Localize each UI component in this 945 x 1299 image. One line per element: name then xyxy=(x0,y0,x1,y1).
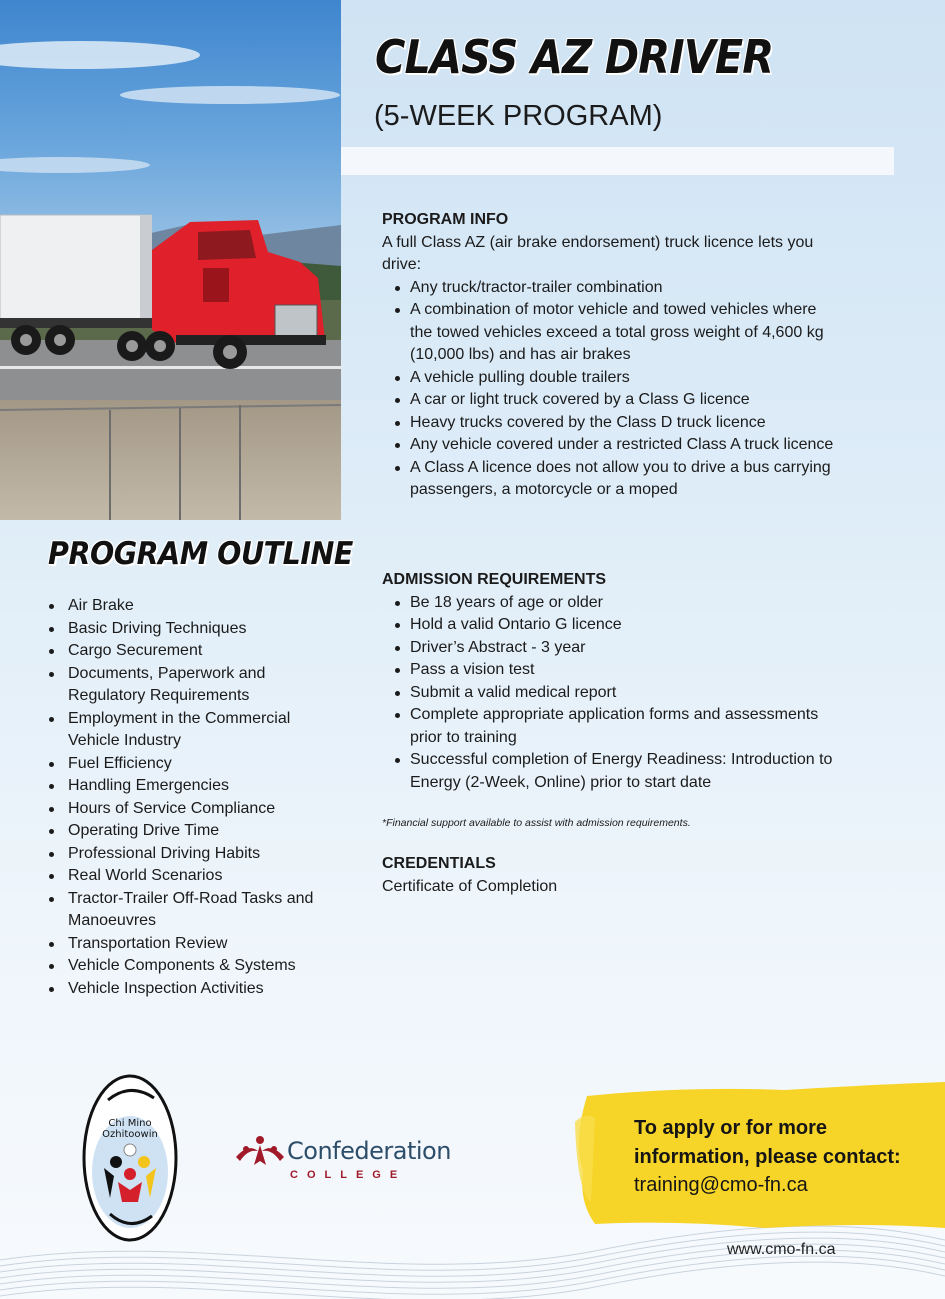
title-block xyxy=(341,0,945,175)
list-item: Transportation Review xyxy=(40,933,330,956)
list-item: Tractor-Trailer Off-Road Tasks and Manoeuvres xyxy=(40,888,330,933)
admission-heading: ADMISSION REQUIREMENTS xyxy=(382,571,607,588)
cmo-logo-line1: Chi Mino xyxy=(108,1118,152,1129)
title-divider-band xyxy=(341,147,894,175)
list-item: Operating Drive Time xyxy=(40,820,330,843)
page-subtitle: (5-WEEK PROGRAM) xyxy=(374,100,663,132)
contact-email[interactable]: training@cmo-fn.ca xyxy=(634,1174,808,1196)
list-item: Hold a valid Ontario G licence xyxy=(382,614,842,637)
admission-footnote: *Financial support available to assist with admission requirements. xyxy=(382,817,691,829)
list-item: Complete appropriate application forms and assessments prior to training xyxy=(382,704,842,749)
credentials-section xyxy=(382,853,842,898)
list-item: Fuel Efficiency xyxy=(40,753,330,776)
credentials-value: Certificate of Completion xyxy=(382,877,558,895)
list-item: Handling Emergencies xyxy=(40,775,330,798)
list-item: Vehicle Inspection Activities xyxy=(40,978,330,1001)
list-item: A combination of motor vehicle and towed vehicles where the towed vehicles exceed a total gross weight of 4,600 kg (10,000 lbs) and has air brakes xyxy=(382,299,842,367)
page-title: CLASS AZ DRIVER xyxy=(375,30,774,84)
list-item: A car or light truck covered by a Class G licence xyxy=(382,389,842,412)
list-item: Cargo Securement xyxy=(40,640,330,663)
list-item: Real World Scenarios xyxy=(40,865,330,888)
list-item: Basic Driving Techniques xyxy=(40,618,330,641)
college-subtitle: COLLEGE xyxy=(290,1169,407,1181)
list-item: Air Brake xyxy=(40,595,330,618)
program-info-intro: A full Class AZ (air brake endorsement) truck licence lets you drive: xyxy=(382,233,814,273)
college-name: Confederation xyxy=(287,1137,451,1165)
truck-photo xyxy=(0,0,341,520)
list-item: Any vehicle covered under a restricted Class A truck licence xyxy=(382,434,842,457)
list-item: A Class A licence does not allow you to drive a bus carrying passengers, a motorcycle or a moped xyxy=(382,457,842,502)
cmo-logo xyxy=(80,1072,180,1244)
outline-heading: PROGRAM OUTLINE xyxy=(48,536,353,572)
list-item: Documents, Paperwork and Regulatory Requirements xyxy=(40,663,330,708)
outline-section xyxy=(40,595,330,1000)
list-item: Hours of Service Compliance xyxy=(40,798,330,821)
program-info-list xyxy=(382,277,842,502)
confederation-emblem-icon xyxy=(234,1135,286,1171)
list-item: Professional Driving Habits xyxy=(40,843,330,866)
contact-block xyxy=(634,1114,934,1200)
list-item: Pass a vision test xyxy=(382,659,842,682)
list-item: Vehicle Components & Systems xyxy=(40,955,330,978)
list-item: Be 18 years of age or older xyxy=(382,592,842,615)
cmo-logo-line2: Ozhitoowin xyxy=(102,1129,158,1140)
list-item: Any truck/tractor-trailer combination xyxy=(382,277,842,300)
outline-list xyxy=(40,595,330,1000)
website-link[interactable]: www.cmo-fn.ca xyxy=(727,1241,836,1258)
contact-call-to-action: To apply or for more information, please contact: xyxy=(634,1117,901,1168)
admission-section xyxy=(382,569,842,794)
credentials-heading: CREDENTIALS xyxy=(382,855,496,872)
list-item: Submit a valid medical report xyxy=(382,682,842,705)
list-item: Heavy trucks covered by the Class D truck licence xyxy=(382,412,842,435)
program-info-heading: PROGRAM INFO xyxy=(382,211,509,228)
list-item: Successful completion of Energy Readiness: Introduction to Energy (2-Week, Online) prior to start date xyxy=(382,749,842,794)
list-item: Employment in the Commercial Vehicle Industry xyxy=(40,708,330,753)
admission-list xyxy=(382,592,842,795)
list-item: Driver’s Abstract - 3 year xyxy=(382,637,842,660)
program-info-section xyxy=(382,209,842,502)
confederation-college-logo xyxy=(234,1133,454,1193)
list-item: A vehicle pulling double trailers xyxy=(382,367,842,390)
